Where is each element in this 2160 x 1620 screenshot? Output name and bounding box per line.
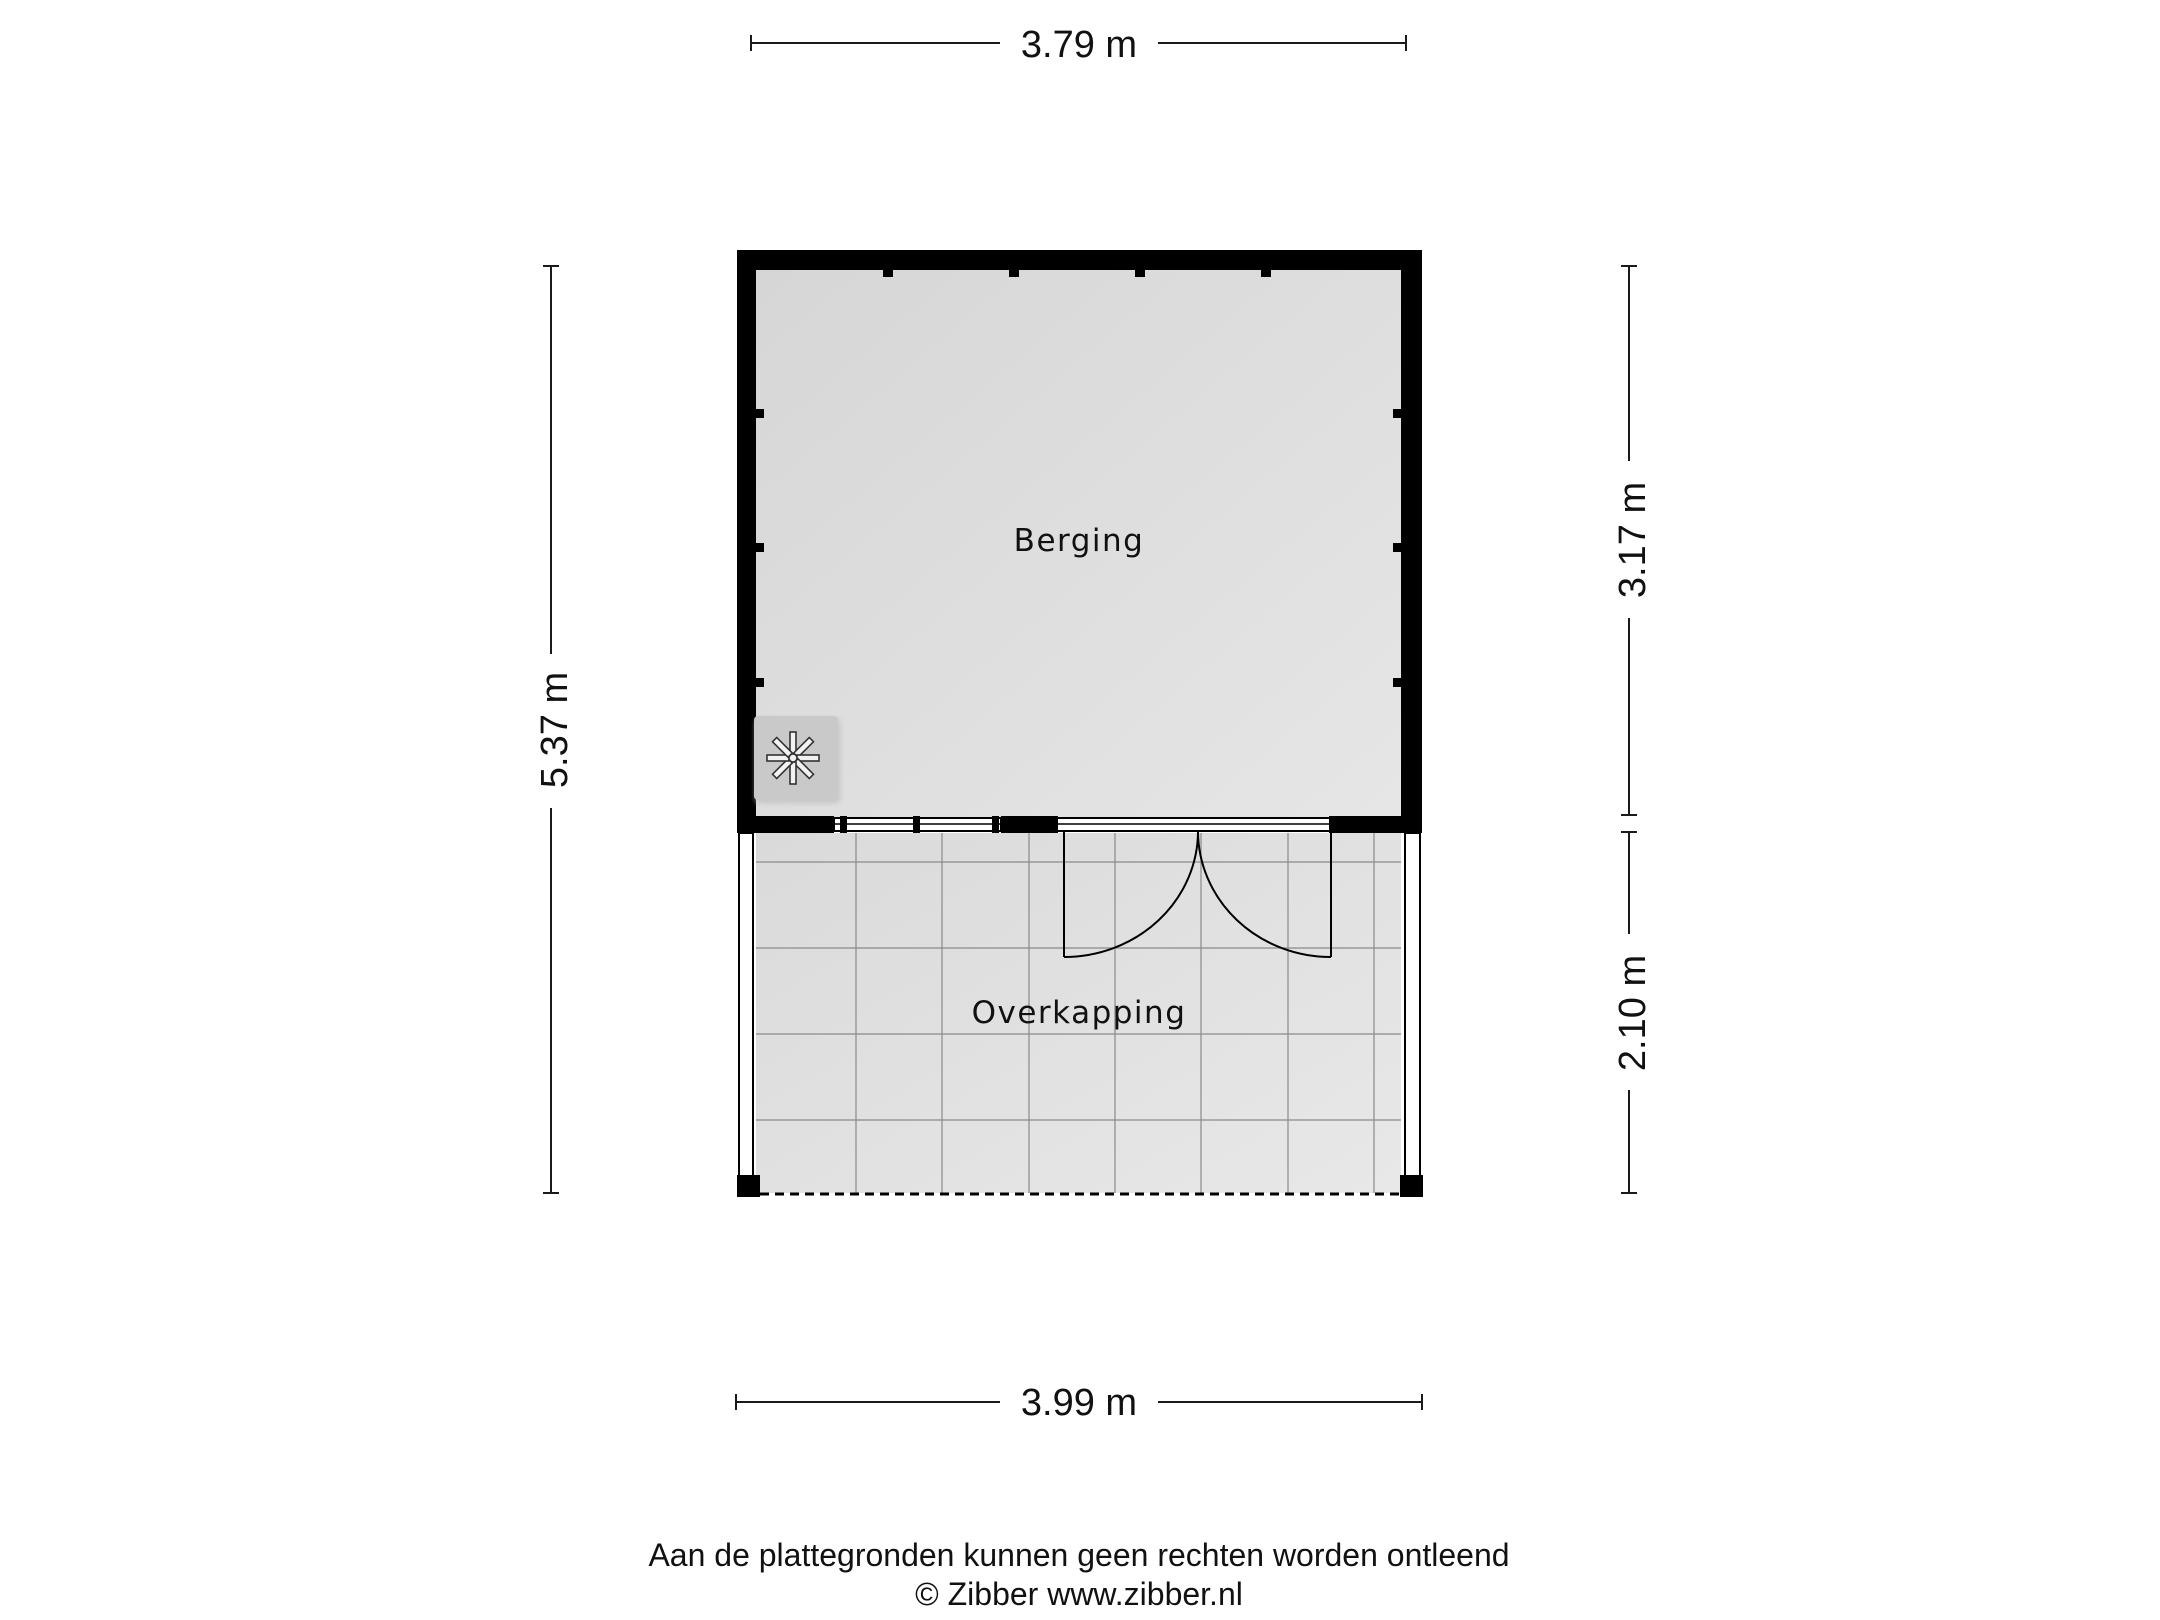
- overkapping-rail-left: [739, 833, 753, 1181]
- room-berging: [737, 250, 1422, 833]
- asterisk-fan-icon: [754, 716, 840, 803]
- berging-wall-top: [737, 250, 1422, 270]
- dimension-bottom-label: 3.99 m: [1020, 1382, 1138, 1424]
- berging-wall-bottom-right: [1336, 816, 1422, 833]
- berging-wall-bottom-left: [737, 816, 834, 833]
- berging-wall-right: [1401, 250, 1422, 832]
- overkapping-rail-right: [1405, 833, 1420, 1181]
- dimension-top-label: 3.79 m: [1020, 24, 1138, 66]
- berging-wall-bottom-mid: [1001, 816, 1051, 833]
- dimension-left-label: 5.37 m: [534, 671, 576, 789]
- door-opening-frame: [1051, 816, 1336, 833]
- room-label-overkapping: Overkapping: [971, 995, 1187, 1031]
- overkapping-post-left: [737, 1175, 760, 1197]
- footer-copyright: © Zibber www.zibber.nl: [915, 1576, 1243, 1612]
- room-label-berging: Berging: [1013, 523, 1145, 559]
- room-overkapping: [737, 831, 1423, 1197]
- dimension-right-lower-label: 2.10 m: [1612, 954, 1654, 1072]
- dimension-right-upper-label: 3.17 m: [1612, 481, 1654, 599]
- window-left: [834, 816, 1001, 833]
- footer-disclaimer: Aan de plattegronden kunnen geen rechten worden ontleend: [648, 1537, 1510, 1573]
- berging-wall-left: [737, 250, 756, 832]
- overkapping-post-right: [1400, 1175, 1423, 1197]
